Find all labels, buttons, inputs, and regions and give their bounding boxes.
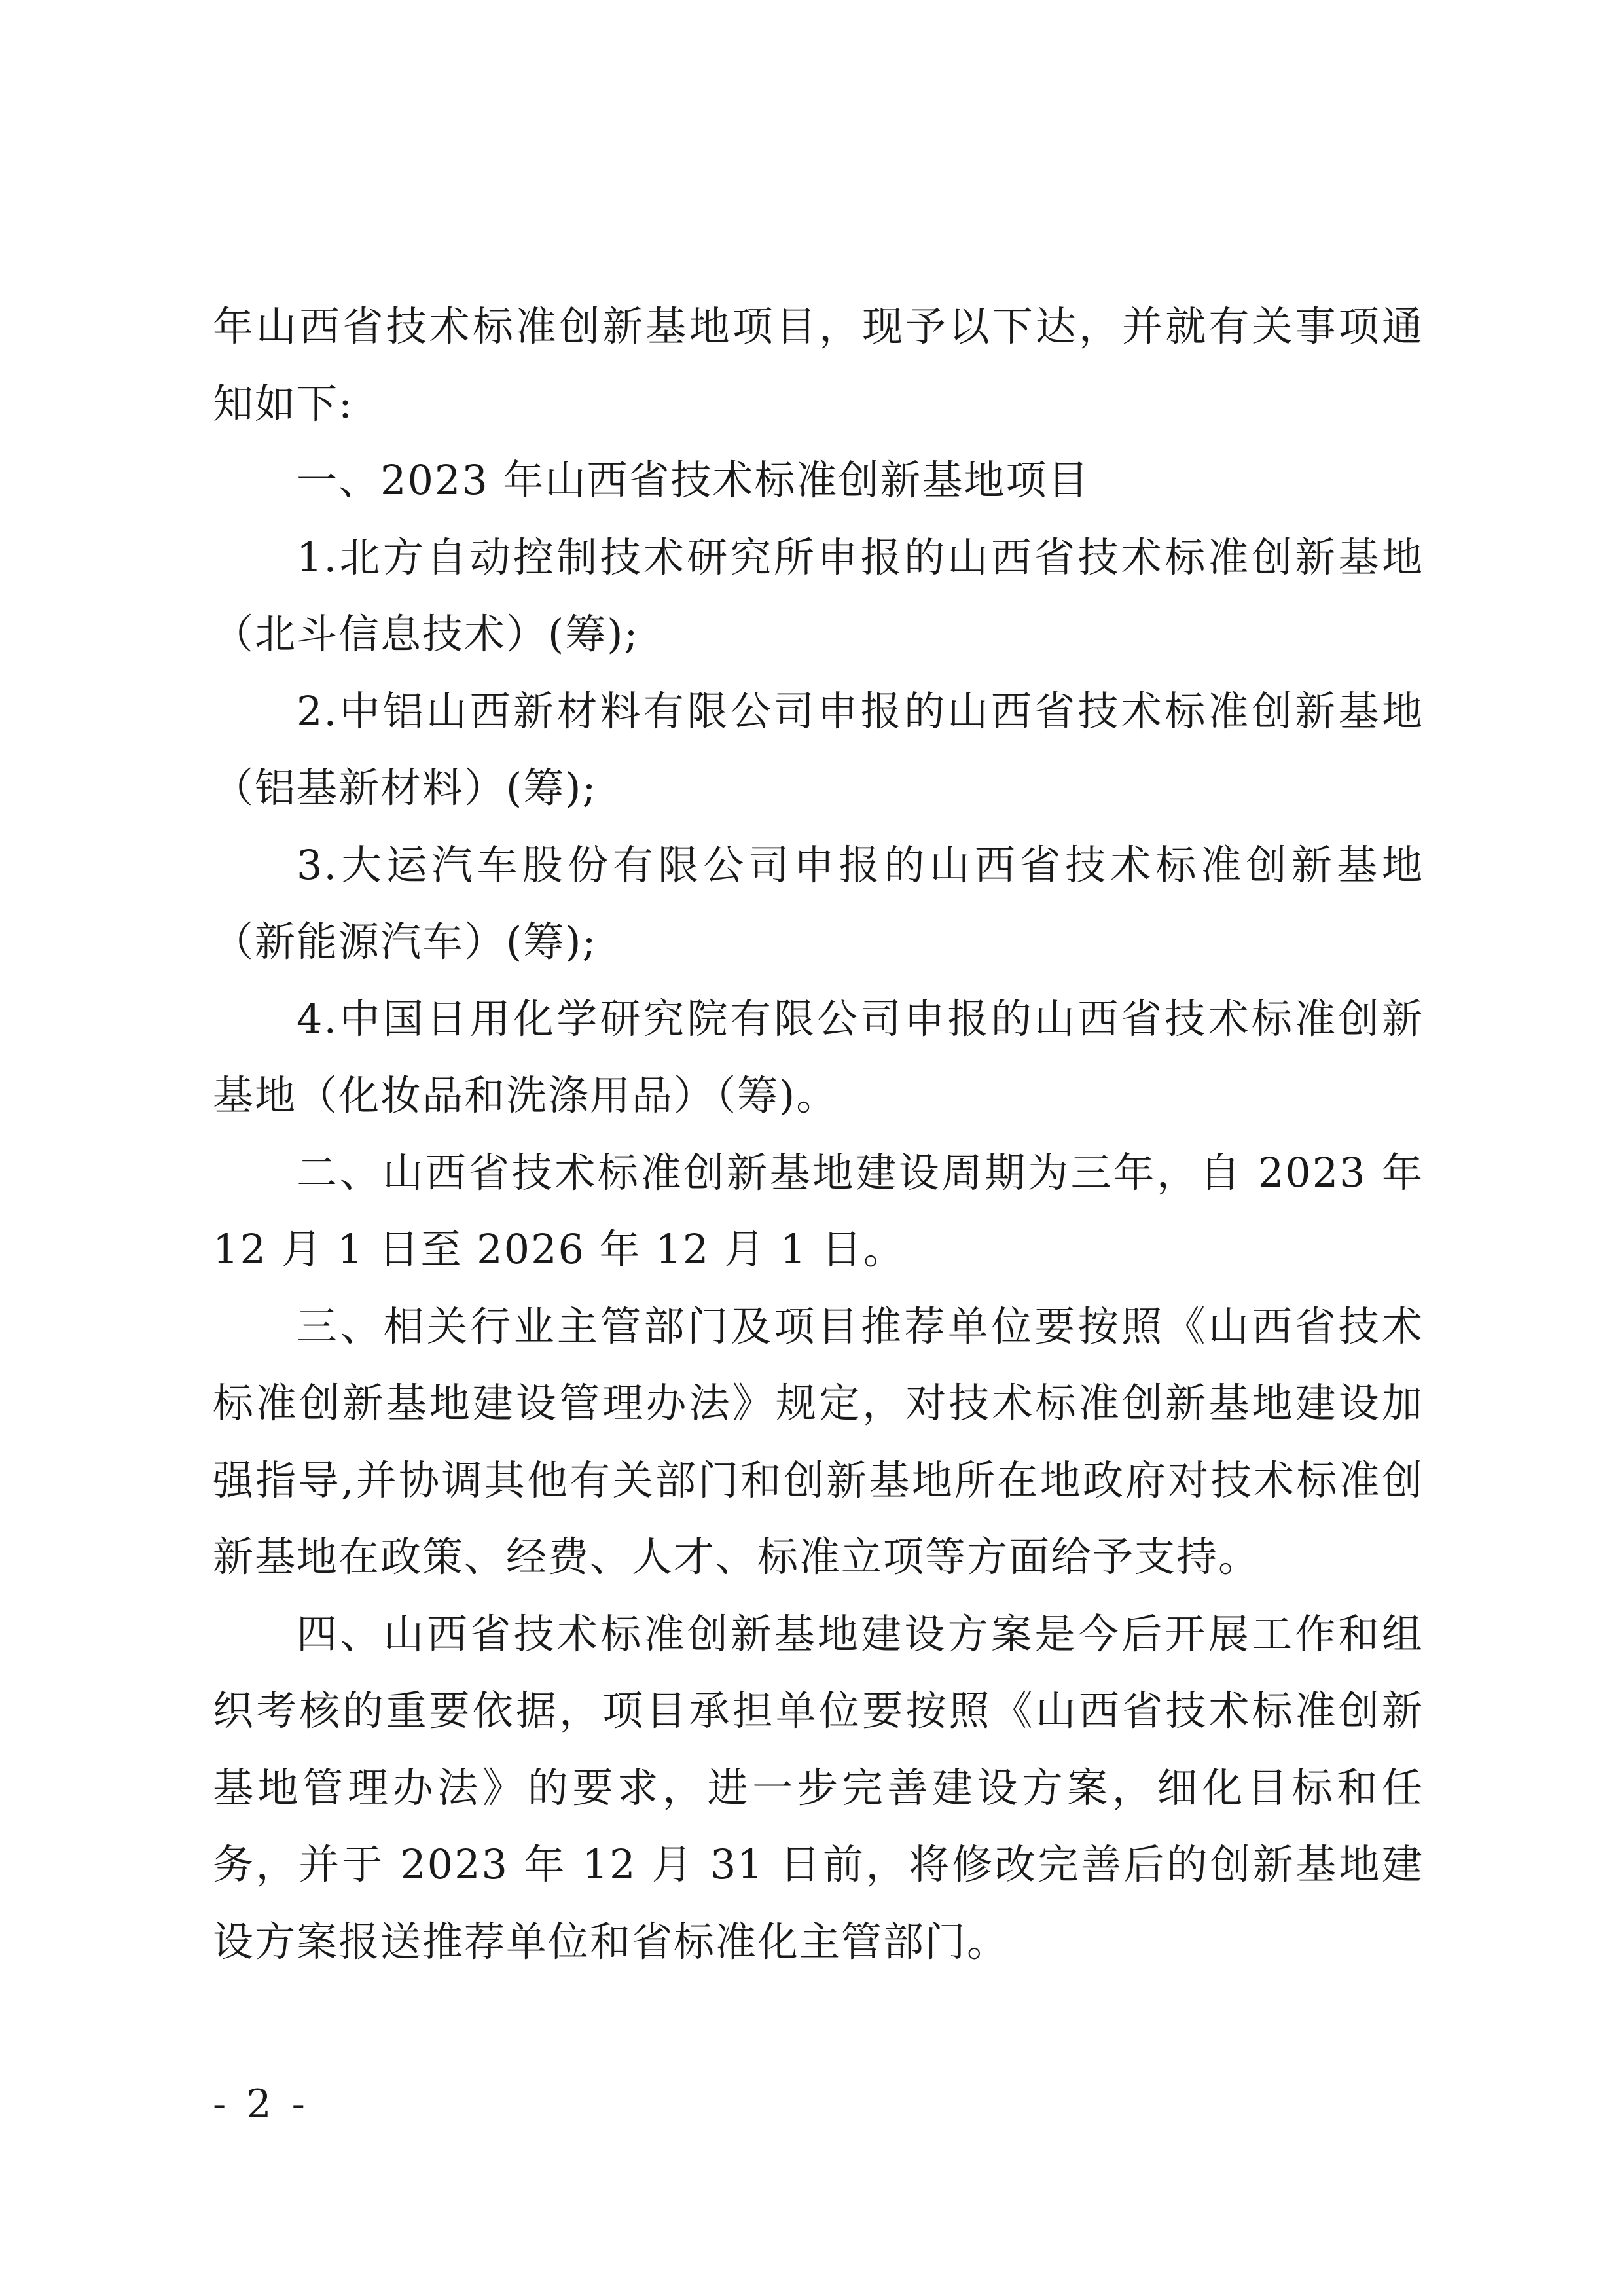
section-3: 三、相关行业主管部门及项目推荐单位要按照《山西省技术标准创新基地建设管理办法》规定，对技术标准创新基地建设加强指导,并协调其他有关部门和创新基地所在地政府对技术标准创新基地在政策、经费、人才、标准立项等方面给予支持。: [213, 1302, 1424, 1581]
list-item-4: 4.中国日用化学研究院有限公司申报的山西省技术标准创新基地（化妆品和洗涤用品）（筹)。: [213, 994, 1424, 1119]
list-item-2: 2.中铝山西新材料有限公司申报的山西省技术标准创新基地（铝基新材料）(筹);: [213, 687, 1424, 812]
section-heading-1: 一、2023 年山西省技术标准创新基地项目: [297, 456, 1090, 504]
list-item-1: 1.北方自动控制技术研究所申报的山西省技术标准创新基地（北斗信息技术）(筹);: [213, 533, 1424, 658]
list-item-3: 3.大运汽车股份有限公司申报的山西省技术标准创新基地（新能源汽车）(筹);: [213, 840, 1424, 965]
page-number: - 2 -: [213, 2081, 309, 2127]
paragraph-continuation: 年山西省技术标准创新基地项目，现予以下达，并就有关事项通知如下:: [213, 302, 1424, 427]
document-body: [213, 288, 1424, 1980]
section-4: 四、山西省技术标准创新基地建设方案是今后开展工作和组织考核的重要依据，项目承担单位要按照《山西省技术标准创新基地管理办法》的要求，进一步完善建设方案，细化目标和任务，并于 2023 年 12 月 31 日前，将修改完善后的创新基地建设方案报送推荐单位和省标准化主管部门。: [213, 1609, 1424, 1965]
section-2: 二、山西省技术标准创新基地建设周期为三年，自 2023 年12 月 1 日至 2026 年 12 月 1 日。: [213, 1148, 1424, 1273]
